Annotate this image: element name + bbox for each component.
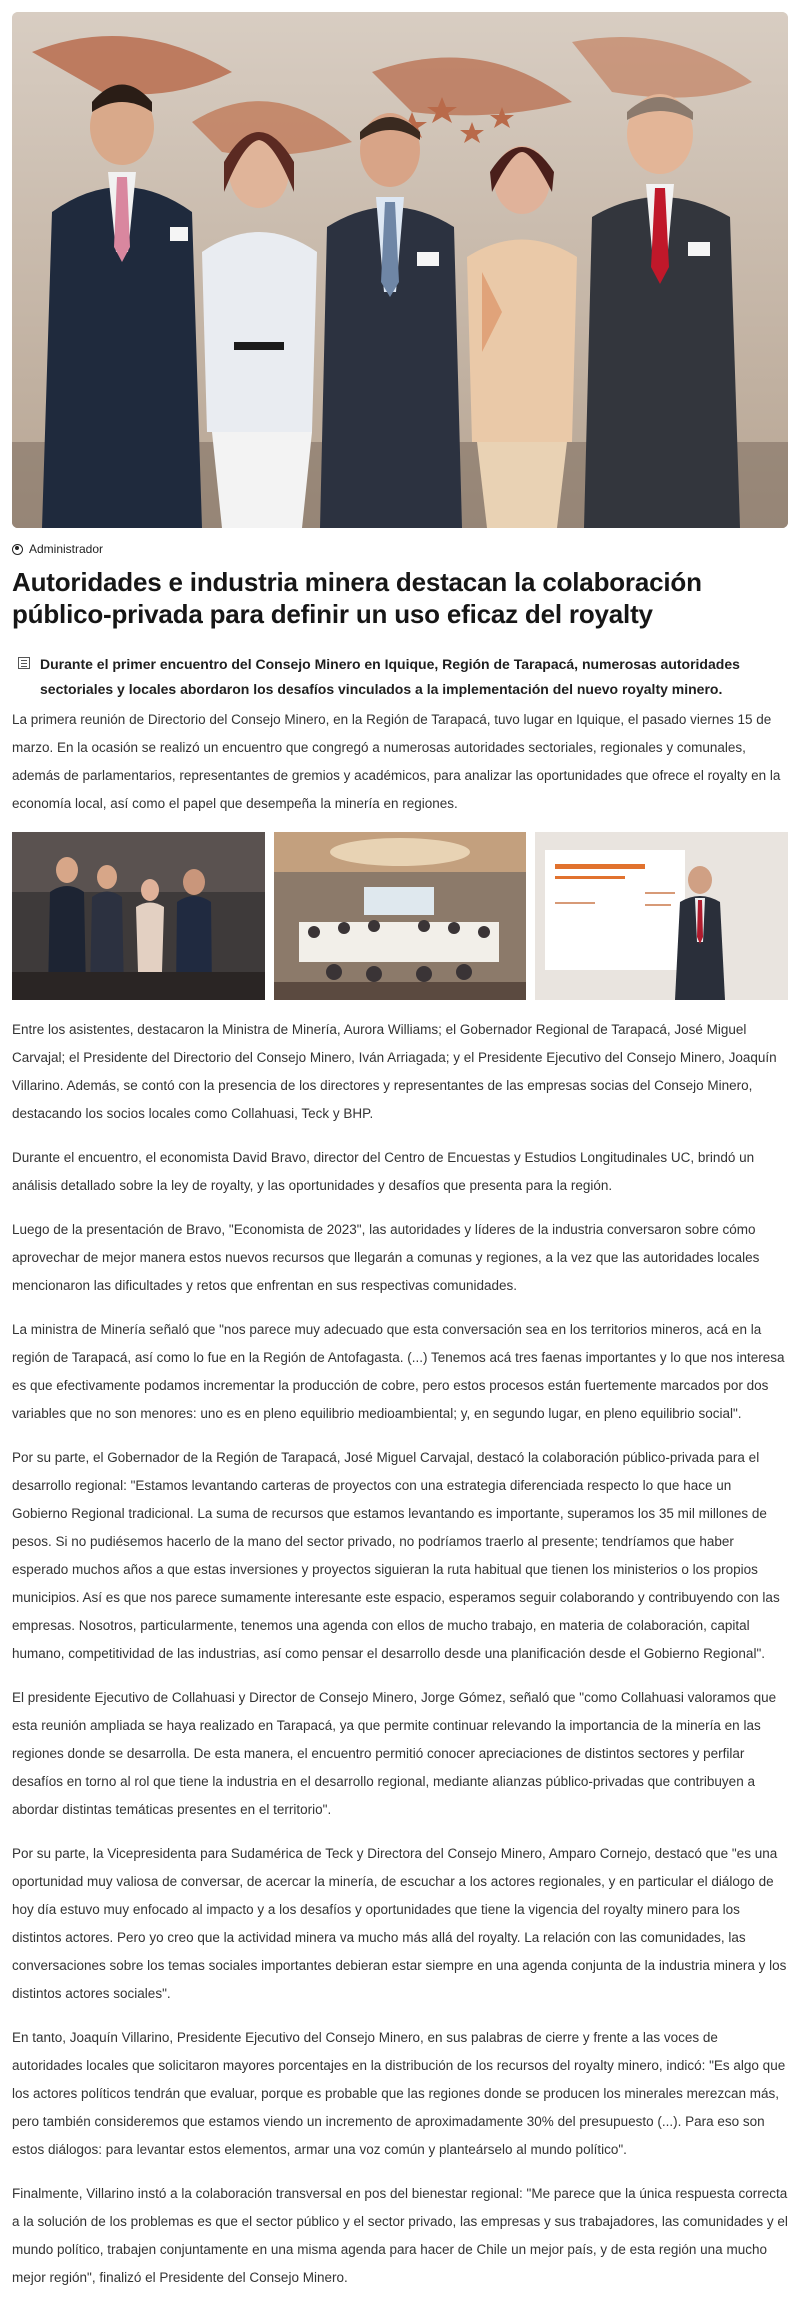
author-line xyxy=(12,542,788,556)
hero-photo-illustration xyxy=(12,12,788,528)
paragraph-2: Entre los asistentes, destacaron la Ministra de Minería, Aurora Williams; el Gobernador Regional de Tarapacá, José Miguel Carvajal; el Presidente del Directorio del Consejo Minero, Iván Arriagada; y el Presidente Ejecutivo del Consejo Minero, Joaquín Villarino. Además, se contó con la presencia de los directores y representantes de las empresas socias del Consejo Minero, destacando los socios locales como Collahuasi, Teck y BHP. xyxy=(12,1022,777,1121)
photo-gallery xyxy=(12,832,788,1000)
gallery-photo-group[interactable] xyxy=(12,832,265,1000)
gallery-photo-presentation-image xyxy=(535,832,788,1000)
gallery-photo-presentation[interactable] xyxy=(535,832,788,1000)
gallery-photo-meeting-image xyxy=(274,832,527,1000)
user-icon xyxy=(12,544,23,555)
author-name[interactable]: Administrador xyxy=(29,542,104,556)
paragraph-4: Luego de la presentación de Bravo, "Economista de 2023", las autoridades y líderes de la industria conversaron sobre cómo aprovechar de mejor manera estos nuevos recursos que llegarán a comunas y regiones, a la vez que las autoridades locales mencionaron las dificultades y retos que enfrentan en sus respectivas comunidades. xyxy=(12,1222,760,1293)
paragraph-9: En tanto, Joaquín Villarino, Presidente Ejecutivo del Consejo Minero, en sus palabras de cierre y frente a las voces de autoridades locales que solicitaron mayores porcentajes en la distribución de los recursos del royalty minero, indicó: "Es algo que los actores políticos tendrán que evaluar, porque es probable que las regiones donde se producen los minerales merezcan más, pero también consideremos que estamos viendo un incremento de aproximadamente 30% del presupuesto (...). Para eso son estos diálogos: para levantar estos elementos, armar una voz común y planteárselo al mundo político". xyxy=(12,2030,786,2157)
gallery-photo-meeting[interactable] xyxy=(274,832,527,1000)
lead-text: Durante el primer encuentro del Consejo Minero en Iquique, Región de Tarapacá, numerosas autoridades sectoriales y locales abordaron los desafíos vinculados a la implementación del nuevo royalty minero. xyxy=(40,656,740,697)
paragraph-6: Por su parte, el Gobernador de la Región de Tarapacá, José Miguel Carvajal, destacó la colaboración público-privada para el desarrollo regional: "Estamos levantando carteras de proyectos con una estrategia diferenciada respecto lo que hace un Gobierno Regional tradicional. La suma de recursos que estamos levantando es importante, superamos los 35 mil millones de pesos. Si no pudiésemos hacerlo de la mano del sector privado, no podríamos traerlo al presente; tendríamos que haber esperado muchos años a que estas inversiones y proyectos siguieran la ruta habitual que tienen los ministerios o los propios municipios. Así es que nos parece sumamente interesante este espacio, esperamos seguir colaborando y contribuyendo con las empresas. Nosotros, particularmente, tenemos una agenda con ellos de mucho trabajo, en materia de colaboración, capital humano, competitividad de las industrias, así como pensar el desarrollo desde una planificación desde el Gobierno Regional". xyxy=(12,1450,780,1661)
article-title: Autoridades e industria minera destacan la colaboración público-privada para definir un uso eficaz del royalty xyxy=(12,567,702,629)
gallery-photo-group-image xyxy=(12,832,265,1000)
hero-photo xyxy=(12,12,788,528)
paragraph-10: Finalmente, Villarino instó a la colaboración transversal en pos del bienestar regional: "Me parece que la única respuesta correcta a la solución de los problemas es que el sector público y el sector privado, las empresas y sus trabajadores, las comunidades y el mundo político, trabajen conjuntamente en una misma agenda para hacer de Chile un mejor país, y de esta región una mucho mejor región", finalizó el Presidente del Consejo Minero. xyxy=(12,2186,788,2285)
document-icon xyxy=(18,657,30,669)
paragraph-3: Durante el encuentro, el economista David Bravo, director del Centro de Encuestas y Estudios Longitudinales UC, brindó un análisis detallado sobre la ley de royalty, y las oportunidades y desafíos que presenta para la región. xyxy=(12,1150,755,1193)
paragraph-1: La primera reunión de Directorio del Consejo Minero, en la Región de Tarapacá, tuvo lugar en Iquique, el pasado viernes 15 de marzo. En la ocasión se realizó un encuentro que congregó a numerosas autoridades sectoriales, regionales y comunales, además de parlamentarios, representantes de gremios y académicos, para analizar las oportunidades que ofrece el royalty en la economía local, así como el papel que desempeña la minería en regiones. xyxy=(12,712,781,811)
paragraph-8: Por su parte, la Vicepresidenta para Sudamérica de Teck y Directora del Consejo Minero, Amparo Cornejo, destacó que "es una oportunidad muy valiosa de conversar, de acercar la minería, de escuchar a los actores regionales, y en particular el diálogo de hoy día estuvo muy enfocado al impacto y a los desafíos y oportunidades que tiene la vigencia del royalty minero para los distintos actores. Pero yo creo que la actividad minera va mucho más allá del royalty. La relación con las comunidades, las conversaciones sobre los temas sociales importantes debieran estar siempre en una agenda conjunta de la industria minera y los distintos actores sociales". xyxy=(12,1846,787,2001)
paragraph-5: La ministra de Minería señaló que "nos parece muy adecuado que esta conversación sea en los territorios mineros, acá en la región de Tarapacá, así como lo fue en la Región de Antofagasta. (...) Tenemos acá tres faenas importantes y lo que nos interesa es que efectivamente podamos incrementar la producción de cobre, pero estos procesos están fuertemente marcados por dos variables que no son menores: uno es en pleno equilibrio medioambiental; y, en segundo lugar, en pleno equilibrio social". xyxy=(12,1322,785,1421)
article-lead xyxy=(12,652,788,702)
paragraph-7: El presidente Ejecutivo de Collahuasi y Director de Consejo Minero, Jorge Gómez, señaló que "como Collahuasi valoramos que esta reunión ampliada se haya realizado en Tarapacá, ya que permite continuar relevando la importancia de la minería en las regiones donde se desarrolla. De esta manera, el encuentro permitió conocer apreciaciones de distintos sectores y perfilar desafíos en torno al rol que tiene la industria en el desarrollo regional, mediante alianzas público-privadas que contribuyen a abordar distintas temáticas presentes en el territorio". xyxy=(12,1690,777,1817)
